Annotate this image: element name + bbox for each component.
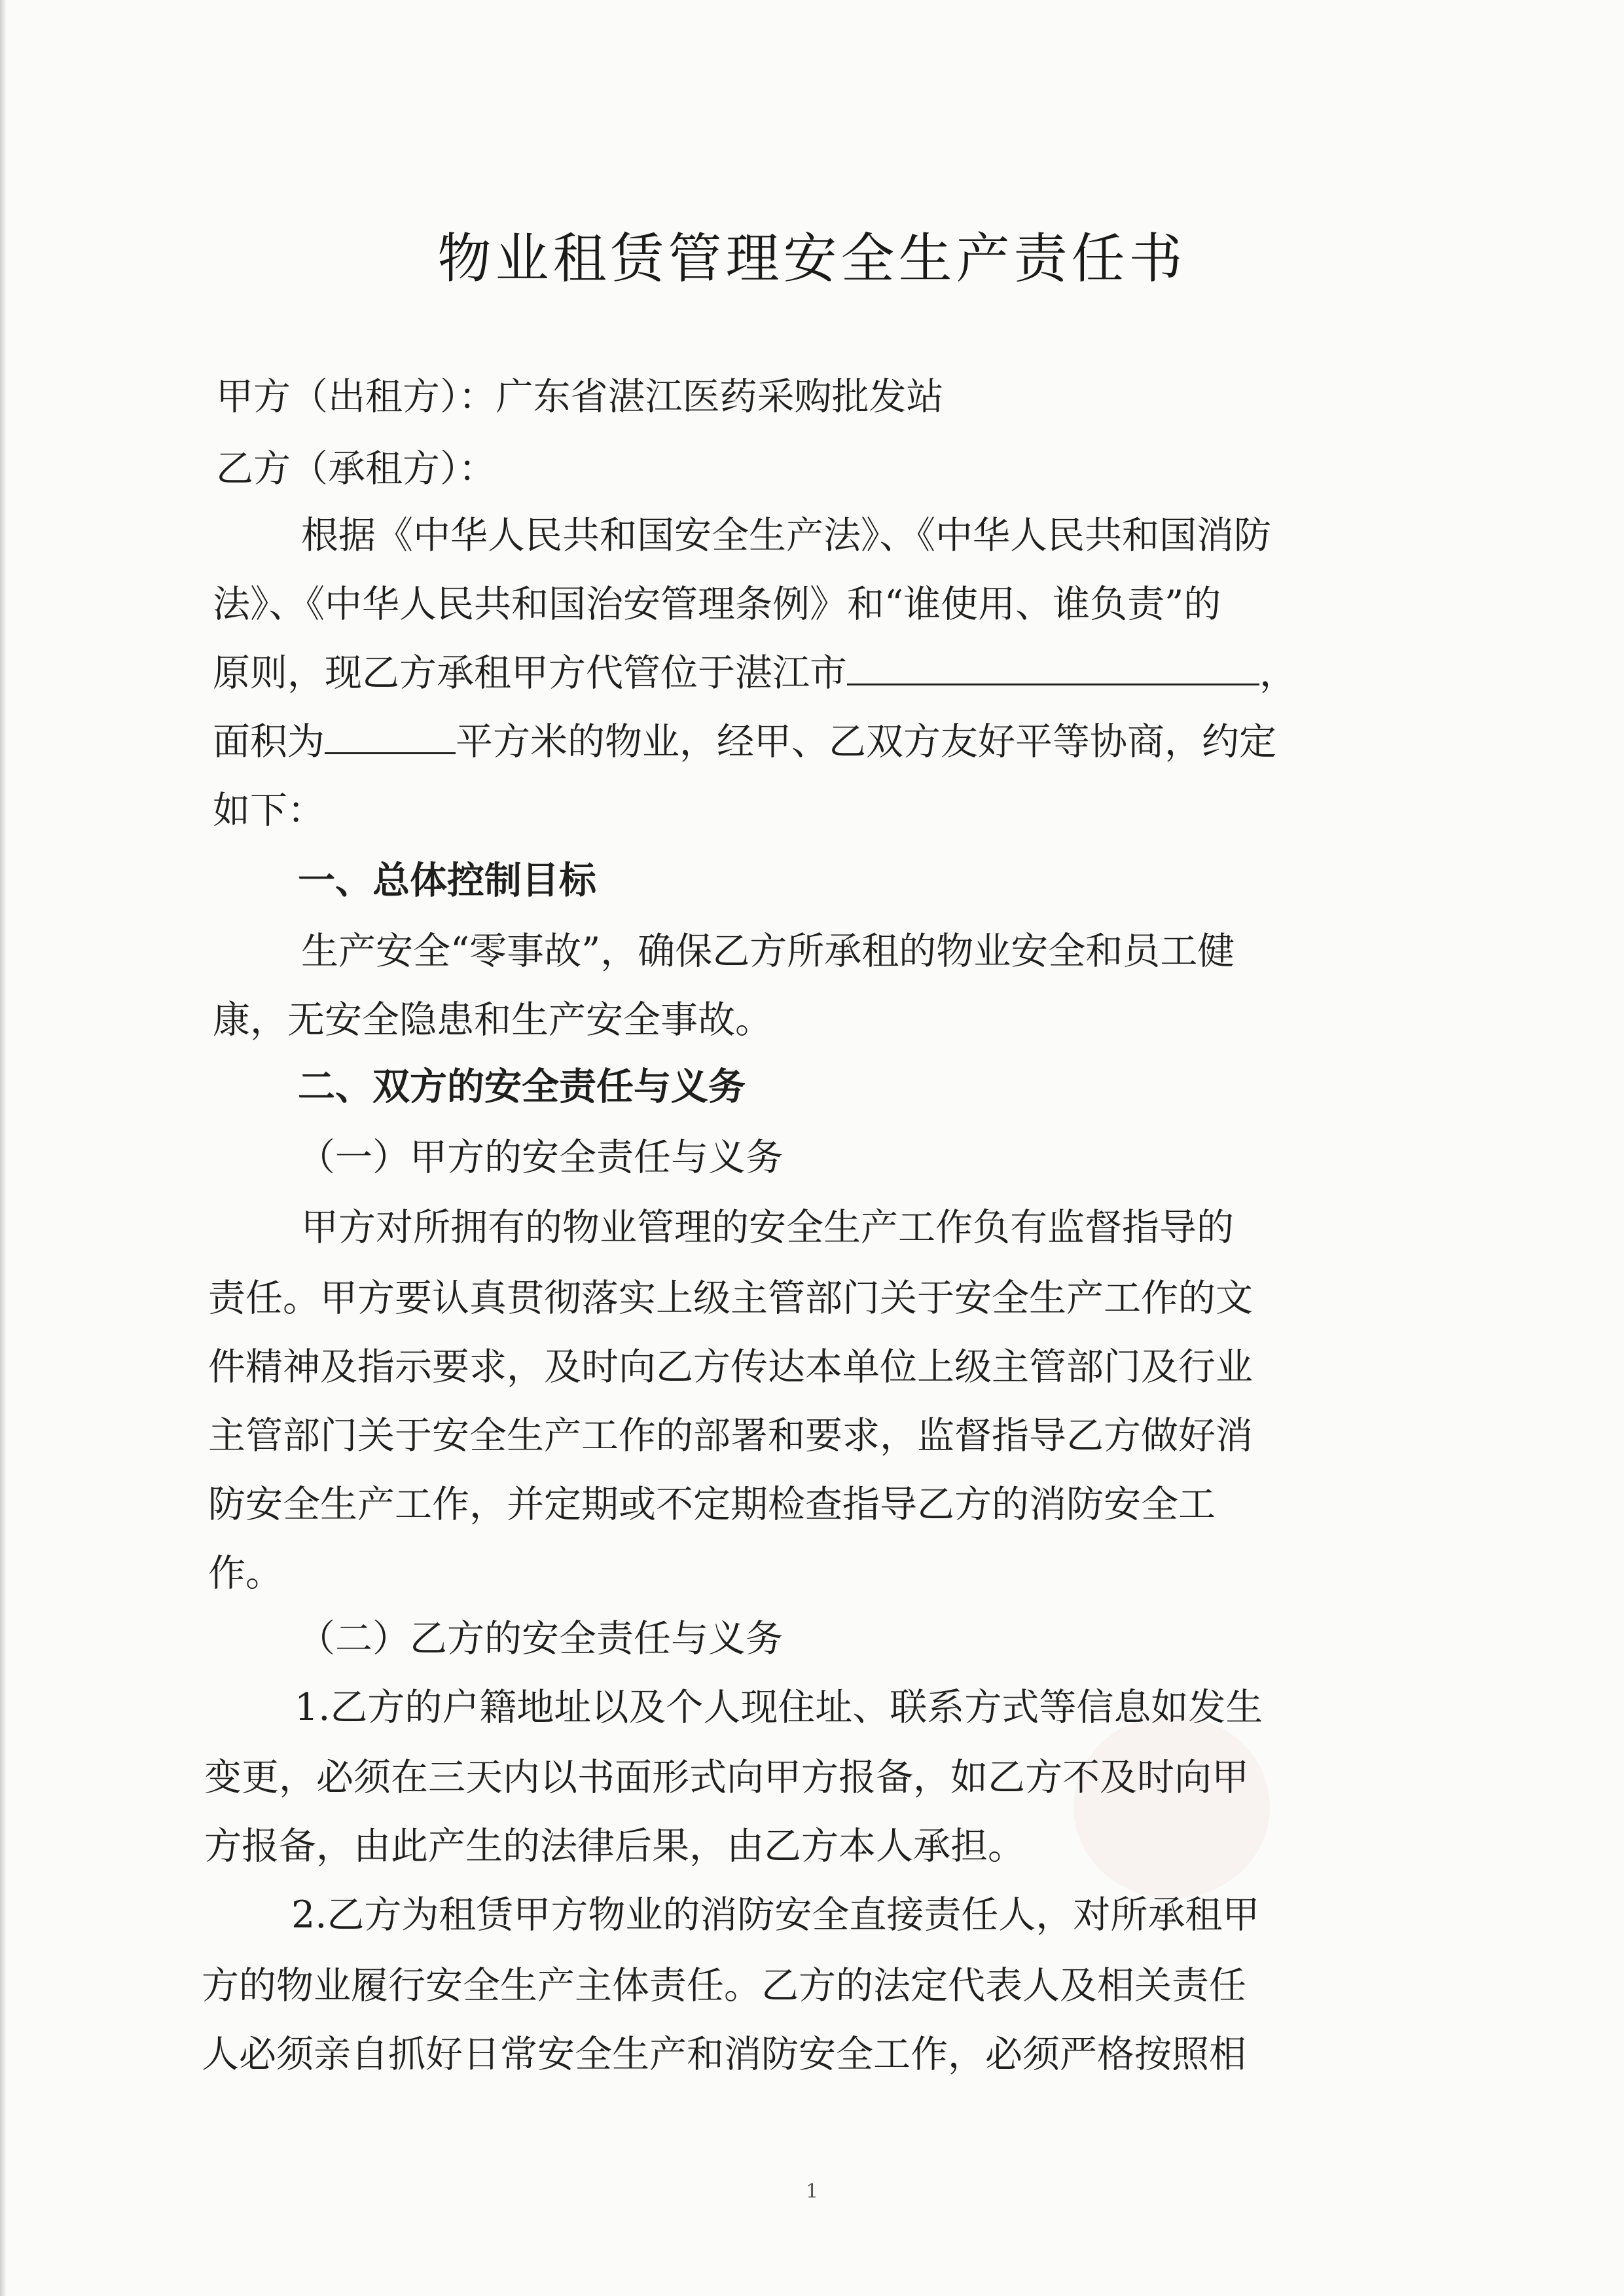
intro-line-1: 根据《中华人民共和国安全生产法》、《中华人民共和国消防 [301,514,1271,557]
intro-line-2: 法》、《中华人民共和国治安管理条例》和“谁使用、谁负责”的 [213,583,1221,626]
page-title: 物业租赁管理安全生产责任书 [437,228,1187,290]
subsection-1-line-5: 防安全生产工作，并定期或不定期检查指导乙方的消防安全工 [208,1483,1216,1526]
subsection-1-line-2: 责任。甲方要认真贯彻落实上级主管部门关于安全生产工作的文 [208,1277,1253,1320]
section-1-line-1: 生产安全“零事故”，确保乙方所承租的物业安全和员工健 [301,930,1235,973]
item-2-line-1: 2.乙方为租赁甲方物业的消防安全直接责任人，对所承租甲 [291,1893,1260,1937]
faint-stamp-mark [1074,1715,1270,1899]
party-a-line: 甲方（出租方）：广东省湛江医药采购批发站 [216,375,944,418]
subsection-1-heading: （一）甲方的安全责任与义务 [298,1136,783,1179]
page-number: 1 [805,2180,819,2203]
intro-line-4-b: 平方米的物业，经甲、乙双方友好平等协商，约定 [456,720,1276,763]
item-2-line-2: 方的物业履行安全生产主体责任。乙方的法定代表人及相关责任 [202,1964,1246,2007]
intro-line-3-text: 原则，现乙方承租甲方代管位于湛江市 [213,651,847,695]
party-b-line: 乙方（承租方）： [216,447,496,490]
intro-line-4 [213,720,1276,763]
section-1-heading: 一、总体控制目标 [298,859,596,902]
subsection-1-line-4: 主管部门关于安全生产工作的部署和要求，监督指导乙方做好消 [208,1414,1253,1457]
item-1-line-3: 方报备，由此产生的法律后果，由乙方本人承担。 [204,1825,1025,1868]
subsection-2-heading: （二）乙方的安全责任与义务 [298,1617,783,1660]
item-1-line-1: 1.乙方的户籍地址以及个人现住址、联系方式等信息如发生 [295,1686,1263,1729]
area-blank [325,747,456,754]
intro-line-4-a: 面积为 [213,720,325,763]
section-2-heading: 二、双方的安全责任与义务 [298,1065,746,1108]
intro-line-3 [213,651,1297,695]
item-2-line-3: 人必须亲自抓好日常安全生产和消防安全工作，必须严格按照相 [202,2033,1246,2076]
subsection-1-line-1: 甲方对所拥有的物业管理的安全生产工作负有监督指导的 [301,1206,1234,1249]
intro-line-5: 如下： [213,789,325,832]
address-blank [847,678,1259,685]
intro-line-3-comma: ， [1259,651,1297,695]
item-1-line-2: 变更，必须在三天内以书面形式向甲方报备，如乙方不及时向甲 [204,1756,1249,1799]
scan-edge-shadow [0,0,7,2296]
section-1-line-2: 康，无安全隐患和生产安全事故。 [213,998,772,1042]
subsection-1-line-3: 件精神及指示要求，及时向乙方传达本单位上级主管部门及行业 [208,1345,1253,1389]
subsection-1-line-6: 作。 [208,1552,283,1595]
